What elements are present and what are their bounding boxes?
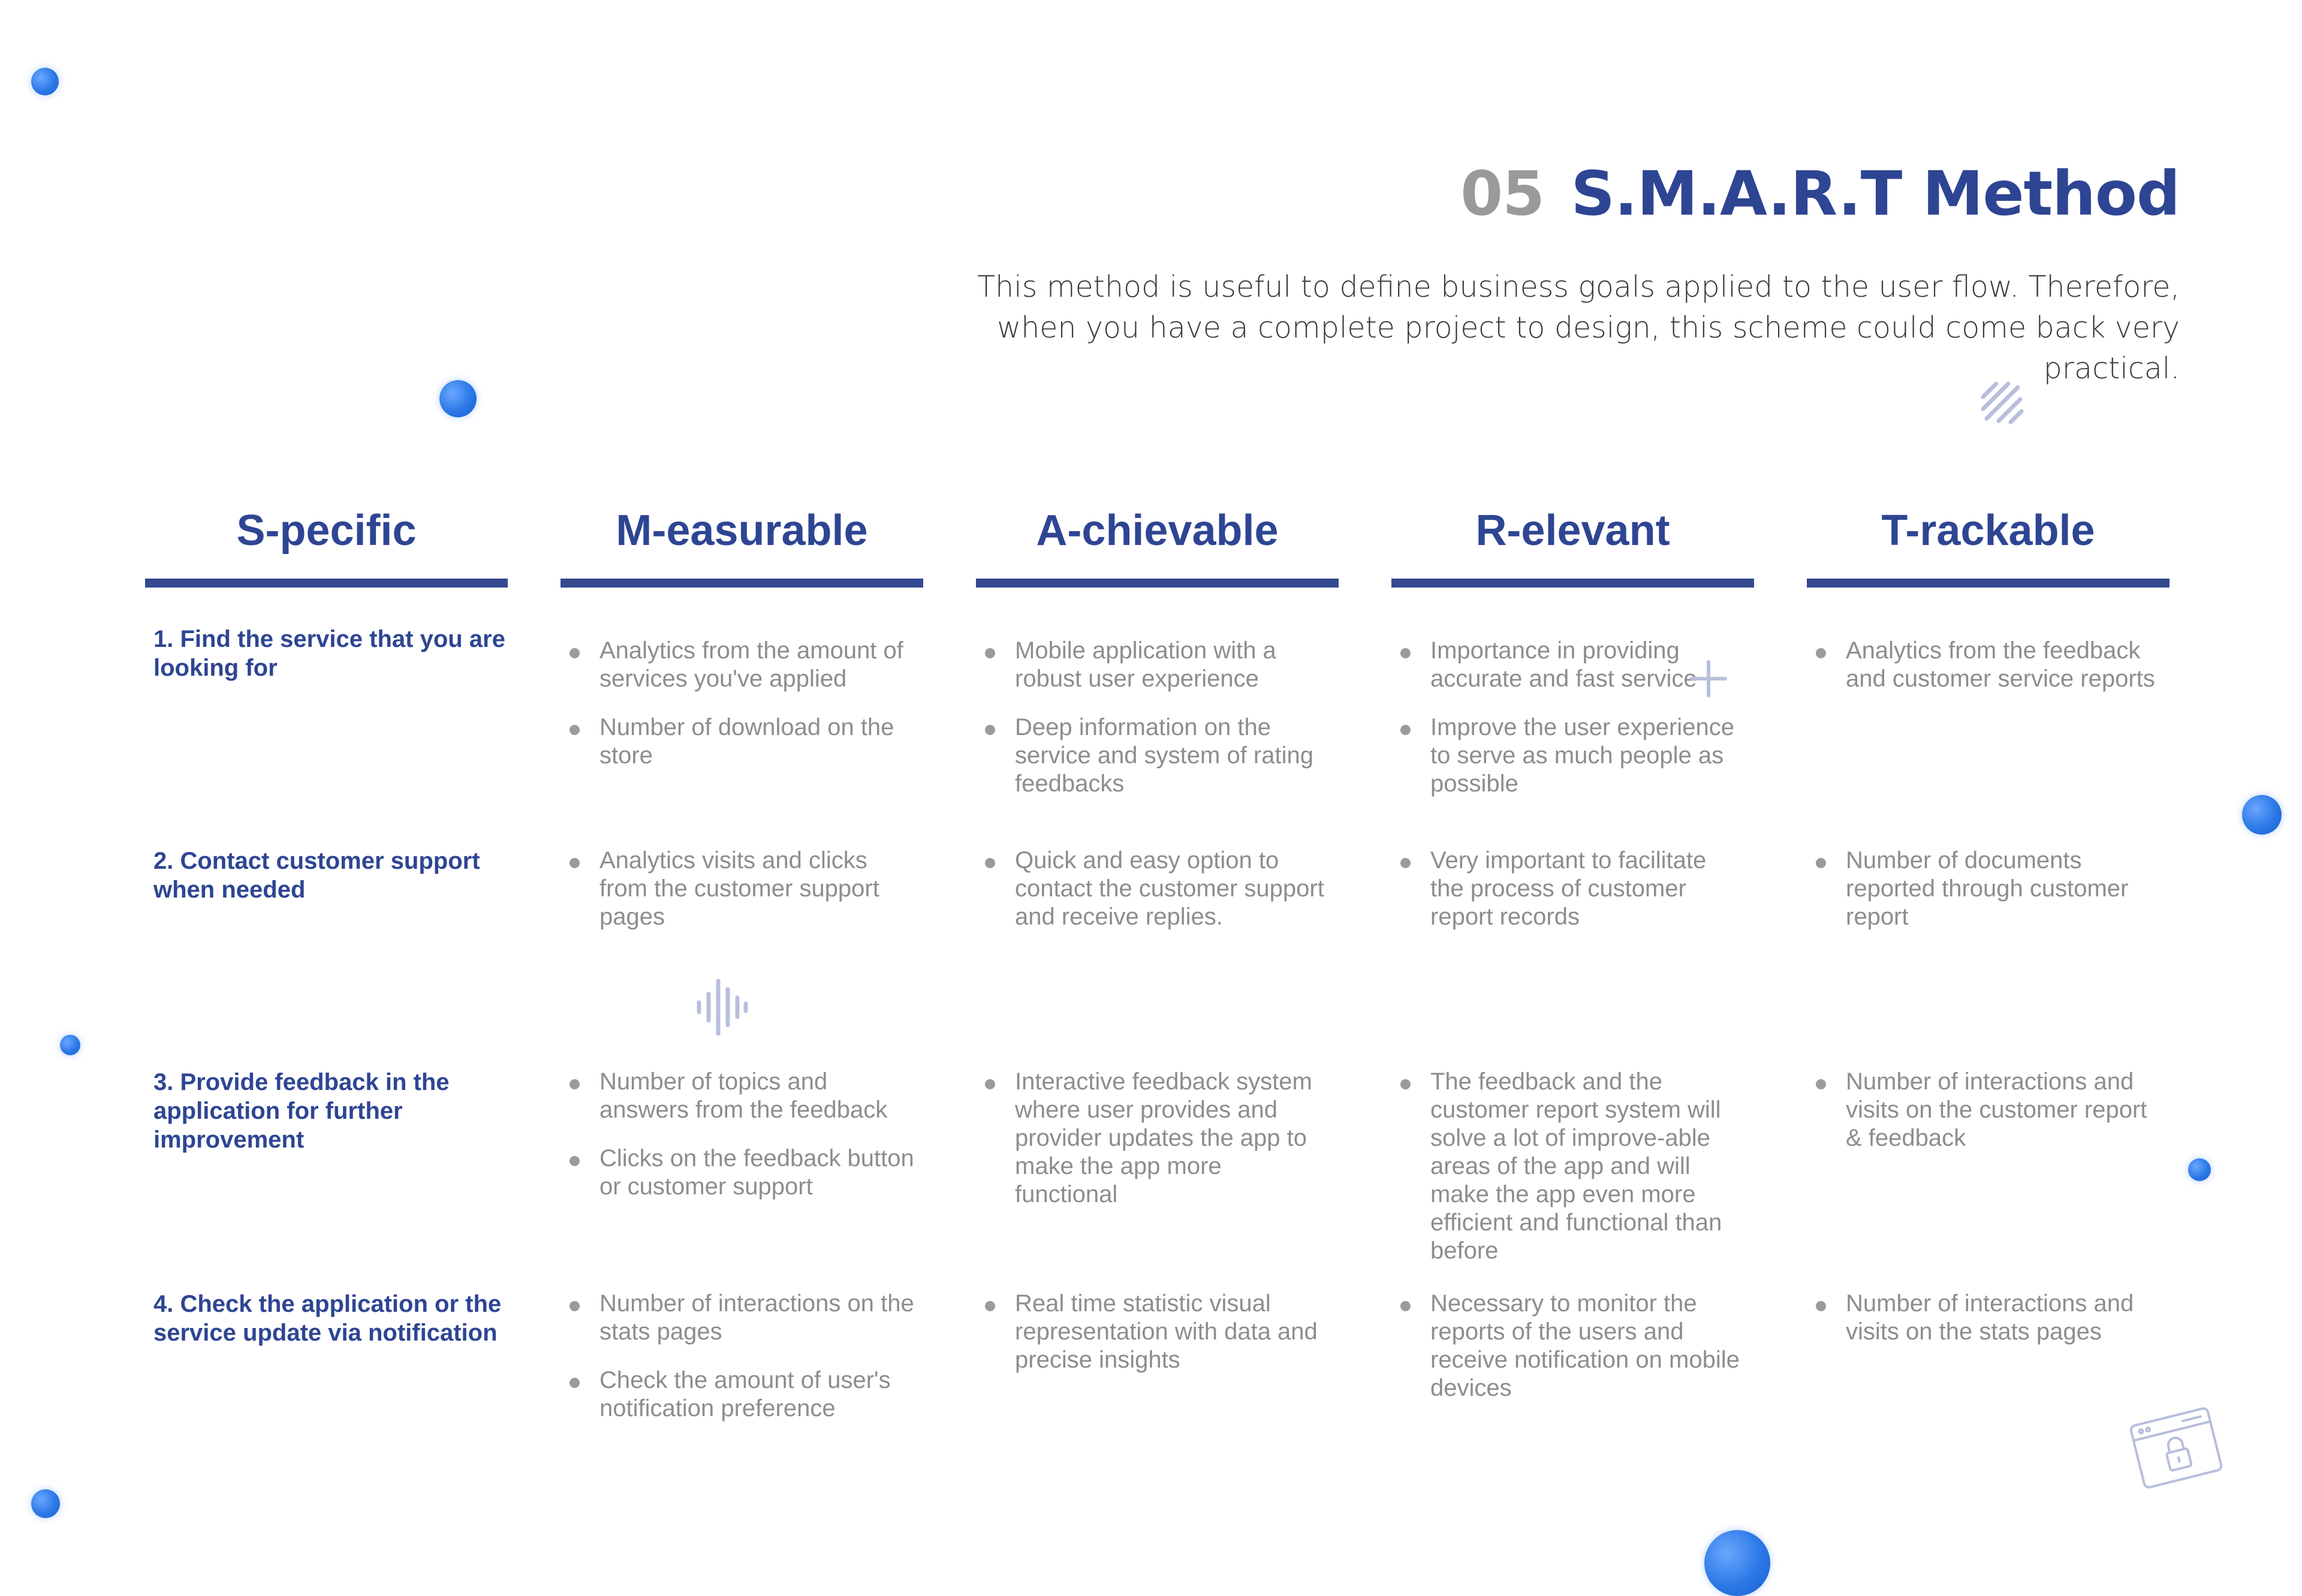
list-item: Number of interactions and visits on the customer report & feedback: [1816, 1068, 2161, 1152]
column-heading-specific: S-pecific: [236, 507, 417, 555]
plus-icon: [1689, 660, 1728, 698]
trackable-cell: [1816, 637, 2161, 713]
list-item: Check the amount of user's notification preference: [570, 1366, 914, 1423]
column-divider: [561, 579, 923, 588]
list-item: Real time statistic visual representation with data and precise insights: [985, 1290, 1330, 1374]
trackable-cell: [1816, 1068, 2161, 1173]
relevant-cell: [1400, 1290, 1745, 1423]
list-item: Number of topics and answers from the feedback: [570, 1068, 914, 1124]
trackable-cell: [1816, 1290, 2161, 1366]
measurable-cell: [570, 637, 914, 790]
column-heading-relevant: R-elevant: [1475, 507, 1670, 555]
list-item: Interactive feedback system where user provides and provider updates the app to make the app more functional: [985, 1068, 1330, 1209]
list-item: Quick and easy option to contact the customer support and receive replies.: [985, 847, 1330, 931]
page-title: [1460, 156, 2180, 233]
list-item: Number of documents reported through customer report: [1816, 847, 2161, 931]
column-divider: [976, 579, 1339, 588]
measurable-cell: [570, 1068, 914, 1221]
column-divider: [1807, 579, 2170, 588]
row-label: 3. Provide feedback in the application for further improvement: [153, 1069, 450, 1153]
relevant-cell: [1400, 847, 1745, 951]
page-description: This method is useful to define business goals applied to the user flow. Therefore, when you have a complete project to design, this scheme could come back very practical.: [977, 270, 2180, 386]
diagonal-lines-icon: [1978, 379, 2026, 427]
list-item: Number of interactions on the stats pages: [570, 1290, 914, 1346]
column-heading-measurable: M-easurable: [616, 507, 868, 555]
column-divider: [1391, 579, 1754, 588]
decorative-dot: [2188, 1158, 2211, 1181]
decorative-dot: [31, 68, 59, 95]
achievable-cell: [985, 1290, 1330, 1395]
decorative-dot: [2242, 795, 2282, 835]
relevant-cell: [1400, 1068, 1745, 1285]
list-item: Importance in providing accurate and fast service: [1400, 637, 1745, 693]
list-item: Analytics from the amount of services you've applied: [570, 637, 914, 693]
sound-wave-icon: [695, 977, 749, 1037]
list-item: Very important to facilitate the process of customer report records: [1400, 847, 1745, 931]
column-heading-trackable: T-rackable: [1881, 507, 2095, 555]
trackable-cell: [1816, 847, 2161, 951]
section-number: 05: [1460, 158, 1545, 230]
column-heading-achievable: A-chievable: [1036, 507, 1279, 555]
decorative-dot: [60, 1035, 80, 1055]
column-divider: [145, 579, 508, 588]
decorative-dot: [439, 380, 477, 417]
list-item: The feedback and the customer report system will solve a lot of improve-able areas of the app and will make the app even more efficient and functional than before: [1400, 1068, 1745, 1265]
decorative-dot: [1704, 1530, 1770, 1596]
list-item: Deep information on the service and system of rating feedbacks: [985, 713, 1330, 798]
achievable-cell: [985, 847, 1330, 951]
browser-lock-icon: [2128, 1403, 2224, 1493]
achievable-cell: [985, 637, 1330, 818]
title-text: S.M.A.R.T Method: [1571, 158, 2180, 230]
list-item: Improve the user experience to serve as much people as possible: [1400, 713, 1745, 798]
decorative-dot: [31, 1489, 60, 1518]
row-label: 1. Find the service that you are looking for: [153, 626, 505, 681]
list-item: Necessary to monitor the reports of the users and receive notification on mobile devices: [1400, 1290, 1745, 1402]
list-item: Analytics from the feedback and customer service reports: [1816, 637, 2161, 693]
list-item: Clicks on the feedback button or customer support: [570, 1145, 914, 1201]
achievable-cell: [985, 1068, 1330, 1229]
list-item: Number of interactions and visits on the stats pages: [1816, 1290, 2161, 1346]
measurable-cell: [570, 1290, 914, 1443]
row-label: 2. Contact customer support when needed: [153, 848, 480, 903]
list-item: Analytics visits and clicks from the customer support pages: [570, 847, 914, 931]
list-item: Mobile application with a robust user experience: [985, 637, 1330, 693]
list-item: Number of download on the store: [570, 713, 914, 770]
measurable-cell: [570, 847, 914, 951]
row-label: 4. Check the application or the service update via notification: [153, 1291, 502, 1346]
